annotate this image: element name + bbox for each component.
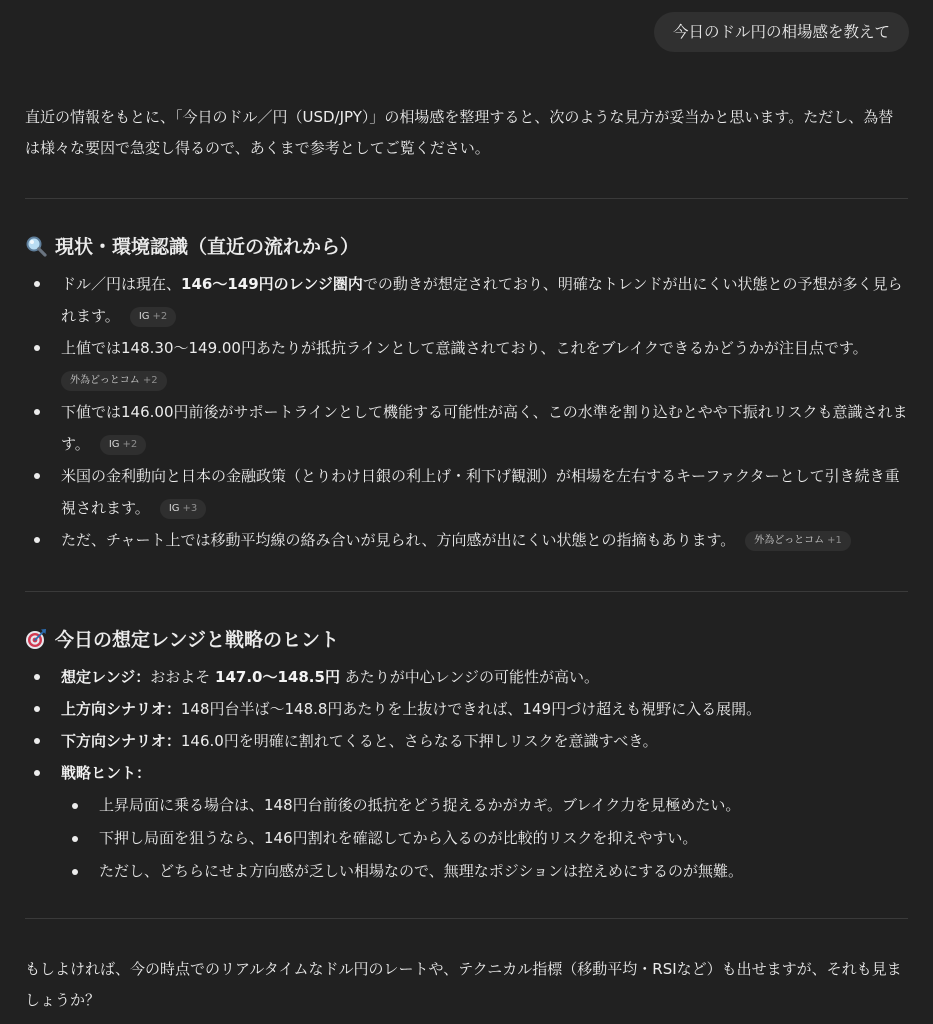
divider: [25, 198, 908, 199]
strategy-bullet-list: [25, 661, 908, 888]
source-citation-chip[interactable]: IG +3: [160, 499, 206, 519]
section-heading-range-strategy: [25, 625, 339, 655]
source-citation-chip[interactable]: IG +2: [100, 435, 146, 455]
source-citation-chip[interactable]: 外為どっとコム +1: [745, 531, 851, 551]
list-item: 下方向シナリオ：146.0円を明確に割れてくると、さらなる下押しリスクを意識すべき。: [25, 725, 908, 757]
source-citation-chip[interactable]: IG +2: [130, 307, 176, 327]
list-item: ただ、チャート上では移動平均線の絡み合いが見られ、方向感が出にくい状態との指摘もあります。 外為どっとコム +1: [25, 524, 908, 556]
list-item: 上昇局面に乗る場合は、148円台前後の抵抗をどう捉えるかがカギ。ブレイク力を見極めたい。: [61, 789, 908, 822]
closing-paragraph: もしよければ、今の時点でのリアルタイムなドル円のレートや、テクニカル指標（移動平均・RSIなど）も出せますが、それも見ましょうか？: [25, 960, 902, 1009]
list-item: 上値では148.30〜149.00円あたりが抵抗ラインとして意識されており、これをブレイクできるかどうかが注目点です。 外為どっとコム +2: [25, 332, 908, 396]
divider: [25, 918, 908, 919]
source-citation-chip[interactable]: 外為どっとコム +2: [61, 371, 167, 391]
list-item: 下押し局面を狙うなら、146円割れを確認してから入るのが比較的リスクを抑えやすい。: [61, 822, 908, 855]
list-item: ただし、どちらにせよ方向感が乏しい相場なので、無理なポジションは控えめにするのが無難。: [61, 855, 908, 888]
direct-hit-target-icon: [25, 628, 47, 650]
user-message-bubble: 今日のドル円の相場感を教えて: [654, 12, 909, 52]
list-item: 下値では146.00円前後がサポートラインとして機能する可能性が高く、この水準を割り込むとやや下振れリスクも意識されます。 IG +2: [25, 396, 908, 460]
section-heading-text: 現状・環境認識（直近の流れから）: [55, 236, 360, 258]
status-bullet-list: [25, 268, 908, 556]
section-heading-text: 今日の想定レンジと戦略のヒント: [55, 629, 340, 651]
strategy-hints-sublist: [61, 789, 908, 888]
magnifying-glass-icon: [25, 235, 47, 257]
list-item: ドル／円は現在、146〜149円のレンジ圏内での動きが想定されており、明確なトレンドが出にくい状態との予想が多く見られます。 IG +2: [25, 268, 908, 332]
divider: [25, 591, 908, 592]
section-heading-current-status: [25, 232, 359, 262]
list-item: 想定レンジ：おおよそ 147.0〜148.5円 あたりが中心レンジの可能性が高い。: [25, 661, 908, 693]
list-item: 米国の金利動向と日本の金融政策（とりわけ日銀の利上げ・利下げ観測）が相場を左右するキーファクターとして引き続き重視されます。 IG +3: [25, 460, 908, 524]
list-item: 上方向シナリオ：148円台半ば〜148.8円あたりを上抜けできれば、149円づけ超えも視野に入る展開。: [25, 693, 908, 725]
list-item: 戦略ヒント： 上昇局面に乗る場合は、148円台前後の抵抗をどう捉えるかがカギ。ブレイク力を見極めたい。 下押し局面を狙うなら、146円割れを確認してから入るのが比較的リスクを抑えやすい。 ただし、どちらにせよ方向感が乏しい相場なので、無理なポジションは控えめにするのが無難。: [25, 757, 908, 888]
intro-paragraph: 直近の情報をもとに、「今日のドル／円（USD/JPY）」の相場感を整理すると、次のような見方が妥当かと思います。ただし、為替は様々な要因で急変し得るので、あくまで参考としてご覧ください。: [25, 108, 894, 157]
